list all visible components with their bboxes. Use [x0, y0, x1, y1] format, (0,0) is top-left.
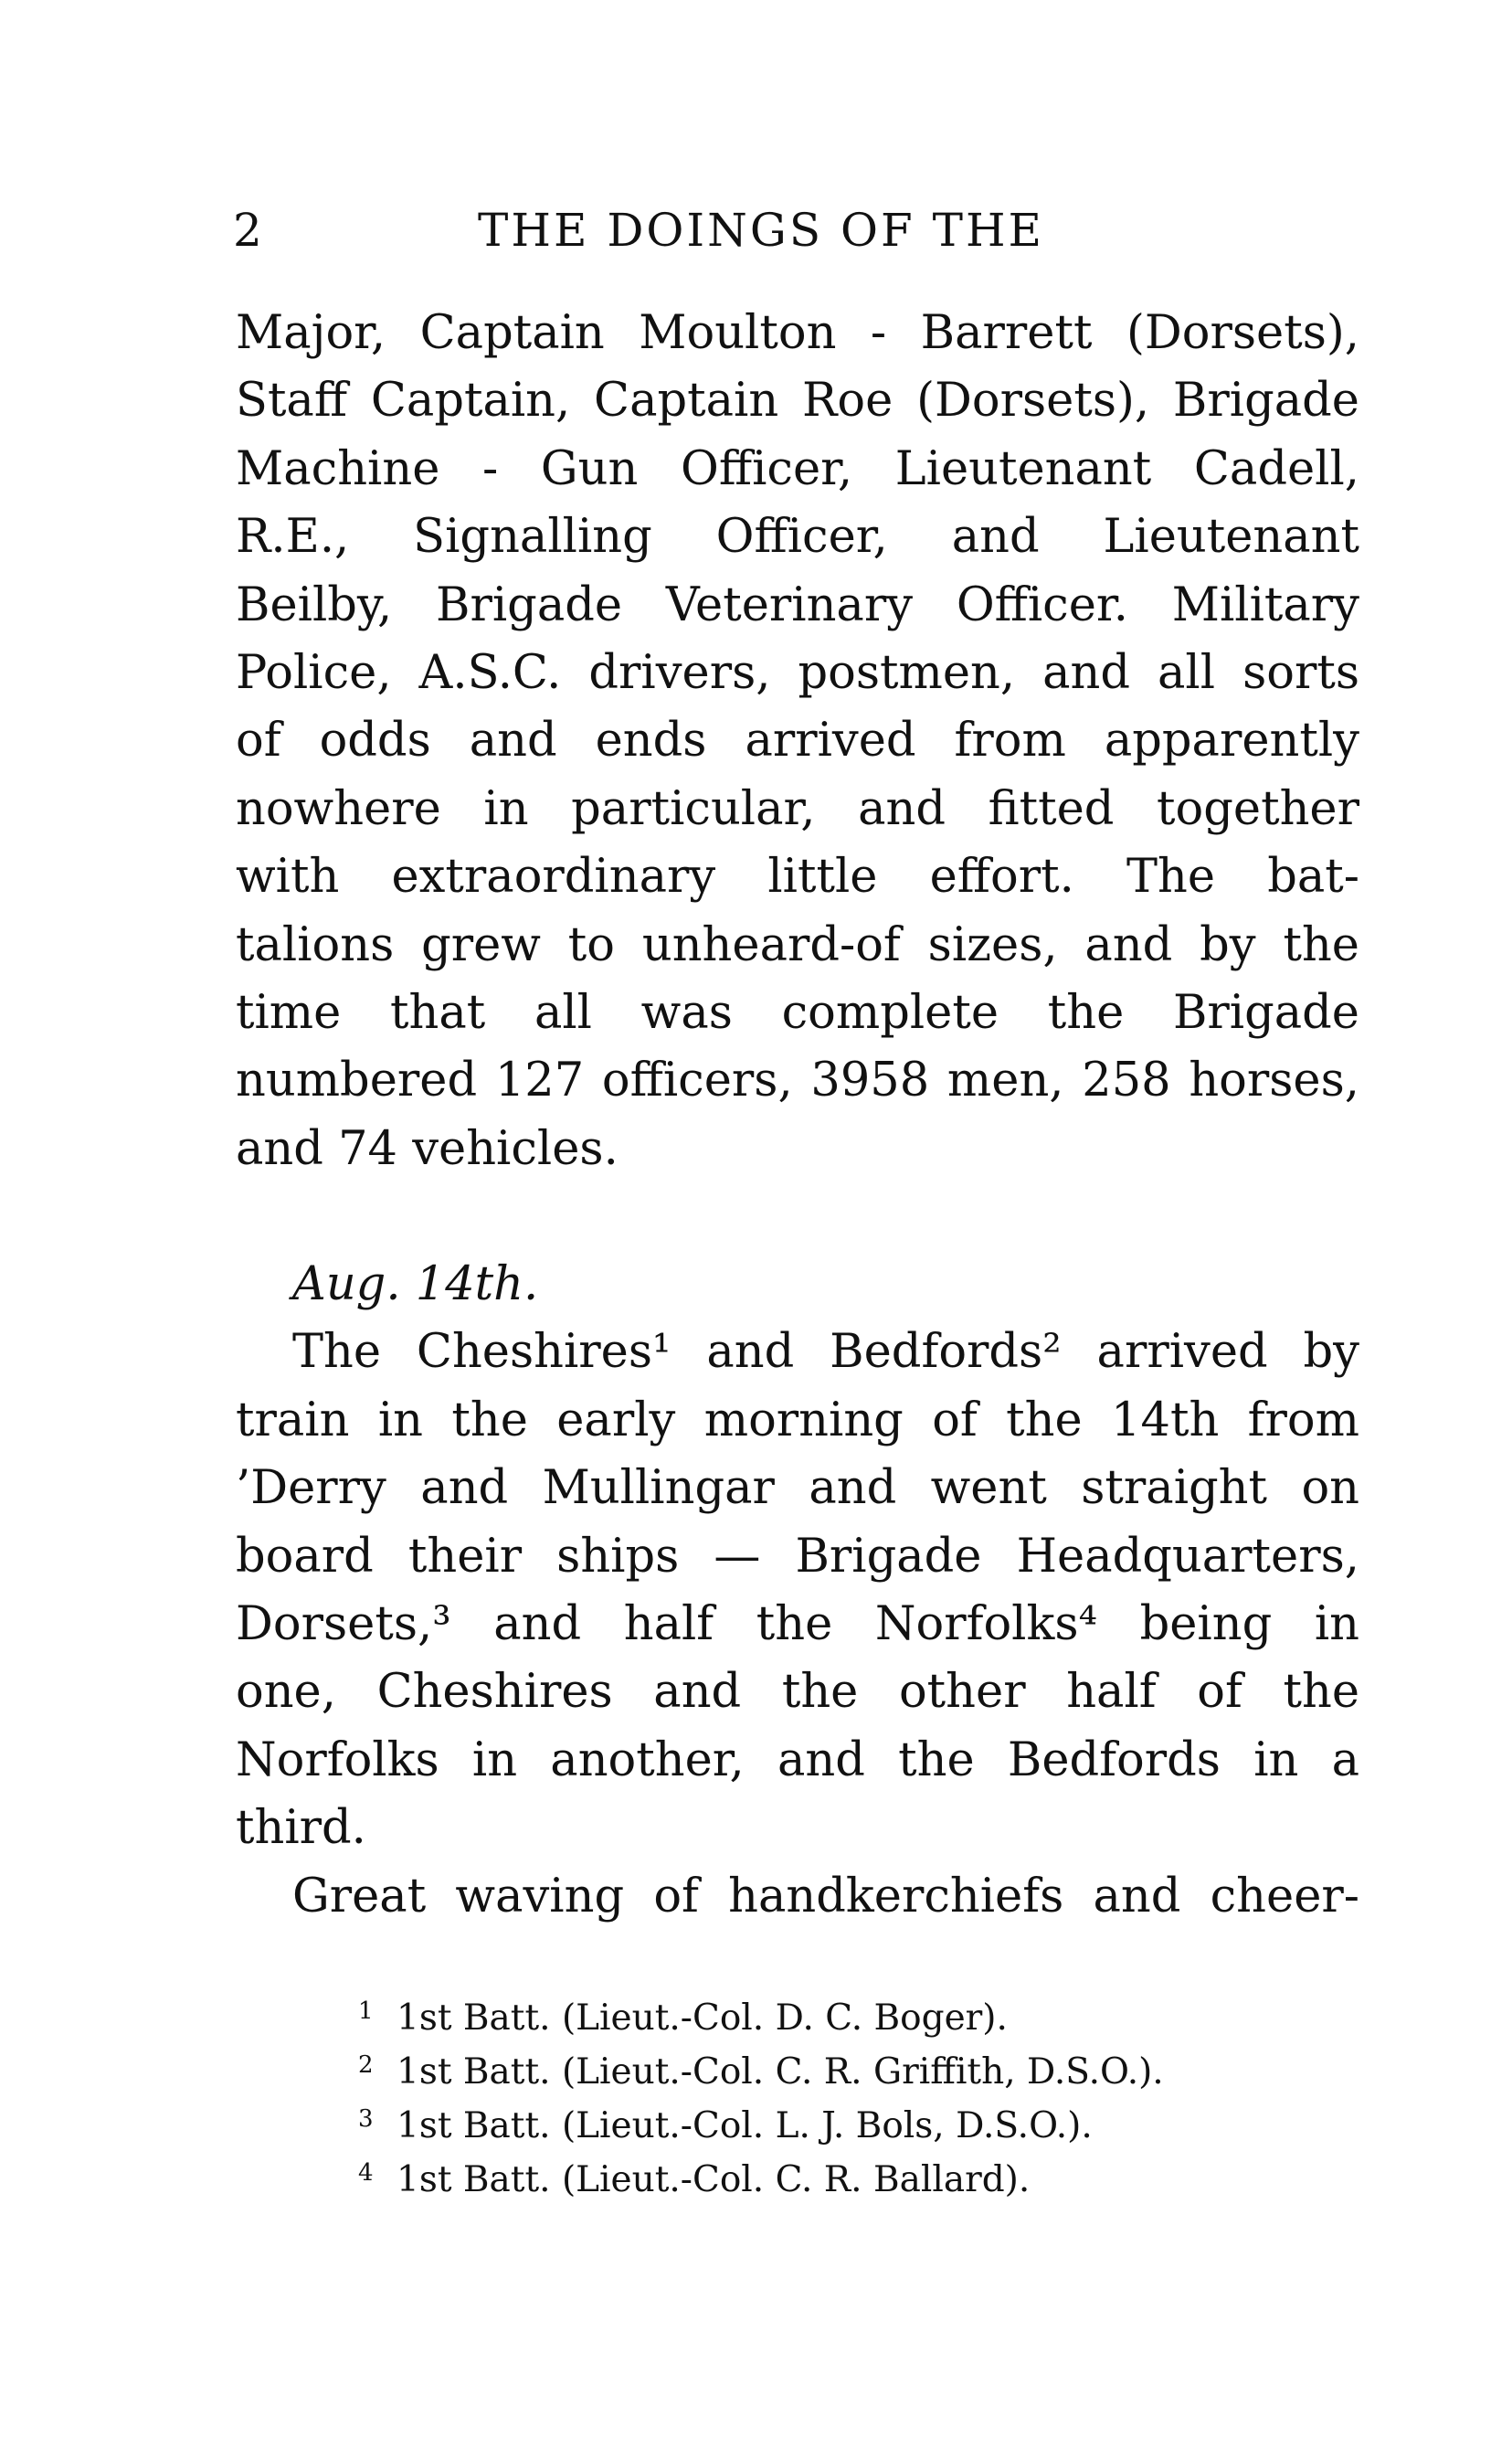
text-line: Machine - Gun Officer, Lieutenant Cadell,: [236, 441, 1359, 496]
footnote-mark: 2: [358, 2051, 374, 2079]
text-line: Staff Captain, Captain Roe (Dorsets), Brigade: [236, 374, 1359, 429]
text-line: third.: [236, 1801, 366, 1856]
text-line: talions grew to unheard-of sizes, and by the: [236, 917, 1359, 972]
paragraph-staff-list: [236, 300, 1359, 1183]
text-line: Norfolks in another, and the Bedfords in a: [236, 1732, 1359, 1787]
text-line: numbered 127 officers, 3958 men, 258 horses,: [236, 1054, 1359, 1108]
section-gap: [236, 1183, 1359, 1251]
text-line: The Cheshires¹ and Bedfords² arrived by: [292, 1325, 1359, 1380]
footnote-text: 1st Batt. (Lieut.-Col. C. R. Griffith, D.S.O.).: [397, 2051, 1164, 2093]
text-line: train in the early morning of the 14th from: [236, 1393, 1359, 1447]
page-number: 2: [233, 204, 263, 257]
text-line: Police, A.S.C. drivers, postmen, and all sorts: [236, 645, 1359, 700]
paragraph-farewell: [236, 1863, 1359, 1931]
text-line: ’Derry and Mullingar and went straight on: [236, 1461, 1359, 1516]
text-line: nowhere in particular, and fitted together: [236, 781, 1359, 836]
text-line: Dorsets,³ and half the Norfolks⁴ being in: [236, 1597, 1359, 1652]
footnote-mark: 3: [358, 2105, 374, 2133]
text-line: R.E., Signalling Officer, and Lieutenant: [236, 510, 1359, 565]
text-line: and 74 vehicles.: [236, 1121, 619, 1176]
running-title: THE DOINGS OF THE: [478, 204, 1045, 257]
footnote: [358, 2093, 1272, 2146]
footnote: [358, 1985, 1272, 2039]
footnote-mark: 4: [358, 2159, 374, 2187]
text-line: of odds and ends arrived from apparently: [236, 714, 1359, 768]
footnote: [358, 2039, 1272, 2093]
text-line: with extraordinary little effort. The bat-: [236, 850, 1359, 905]
footnote-text: 1st Batt. (Lieut.-Col. C. R. Ballard).: [397, 2159, 1031, 2200]
text-line: time that all was complete the Brigade: [236, 985, 1359, 1040]
footnote-mark: 1: [358, 1997, 374, 2025]
text-line: one, Cheshires and the other half of the: [236, 1665, 1359, 1720]
footnotes: [358, 1985, 1272, 2200]
paragraph-arrival: [236, 1319, 1359, 1862]
footnote-text: 1st Batt. (Lieut.-Col. D. C. Boger).: [397, 1997, 1008, 2039]
footnote-text: 1st Batt. (Lieut.-Col. L. J. Bols, D.S.O.).: [397, 2105, 1093, 2146]
running-head: [233, 194, 1357, 267]
footnote: [358, 2146, 1272, 2200]
text-line: Great waving of handkerchiefs and cheer-: [292, 1869, 1359, 1923]
side-date: Aug. 14th.: [292, 1257, 539, 1312]
text-line: board their ships — Brigade Headquarters,: [236, 1529, 1359, 1584]
text-line: Major, Captain Moulton - Barrett (Dorsets),: [236, 306, 1359, 360]
text-line: Beilby, Brigade Veterinary Officer. Military: [236, 577, 1359, 632]
body-text: [236, 300, 1359, 1931]
